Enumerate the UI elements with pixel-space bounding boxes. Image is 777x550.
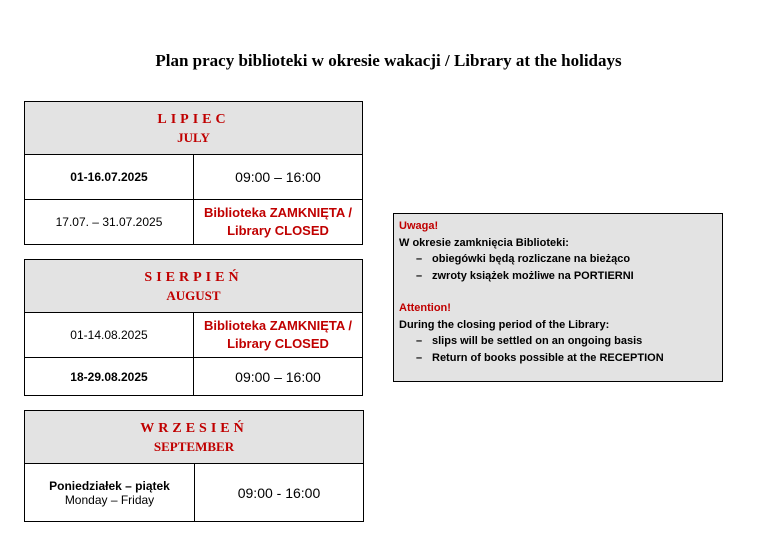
notice-intro-pl: W okresie zamknięcia Biblioteki: <box>399 236 569 249</box>
august-table <box>24 259 363 396</box>
month-name-pl: WRZESIEŃ <box>140 421 248 436</box>
notice-box <box>393 213 723 382</box>
list-item: – slips will be settled on an ongoing basis <box>416 333 722 350</box>
july-table <box>24 101 363 245</box>
opening-hours: 09:00 – 16:00 <box>194 155 363 200</box>
date-range: 18-29.08.2025 <box>25 358 194 396</box>
august-header <box>25 260 363 313</box>
weekdays-cell <box>25 464 195 522</box>
weekdays-pl: Poniedziałek – piątek <box>49 478 170 493</box>
notice-list-pl <box>399 251 722 284</box>
notice-intro-en: During the closing period of the Library: <box>399 318 610 331</box>
opening-hours: 09:00 - 16:00 <box>195 464 364 522</box>
notice-heading-pl: Uwaga! <box>399 220 439 232</box>
page-title: Plan pracy biblioteki w okresie wakacji / Library at the holidays <box>155 51 622 70</box>
date-range: 01-16.07.2025 <box>25 155 194 200</box>
list-item: – zwroty książek możliwe na PORTIERNI <box>416 268 722 285</box>
closed-notice: Biblioteka ZAMKNIĘTA / Library CLOSED <box>194 200 363 245</box>
july-header <box>25 102 363 155</box>
month-name-en: AUGUST <box>166 288 221 303</box>
month-name-pl: LIPIEC <box>157 112 230 127</box>
list-item: – Return of books possible at the RECEPTION <box>416 350 722 367</box>
opening-hours: 09:00 – 16:00 <box>194 358 363 396</box>
month-name-en: JULY <box>177 130 210 145</box>
date-range: 17.07. – 31.07.2025 <box>25 200 194 245</box>
closed-notice: Biblioteka ZAMKNIĘTA / Library CLOSED <box>194 313 363 358</box>
notice-heading-en: Attention! <box>399 302 451 314</box>
september-table <box>24 410 364 522</box>
month-name-pl: SIERPIEŃ <box>144 270 243 285</box>
list-item: – obiegówki będą rozliczane na bieżąco <box>416 251 722 268</box>
notice-list-en <box>399 333 722 366</box>
month-name-en: SEPTEMBER <box>153 439 235 454</box>
date-range: 01-14.08.2025 <box>25 313 194 358</box>
weekdays-en: Monday – Friday <box>64 492 155 507</box>
september-header <box>25 411 364 464</box>
